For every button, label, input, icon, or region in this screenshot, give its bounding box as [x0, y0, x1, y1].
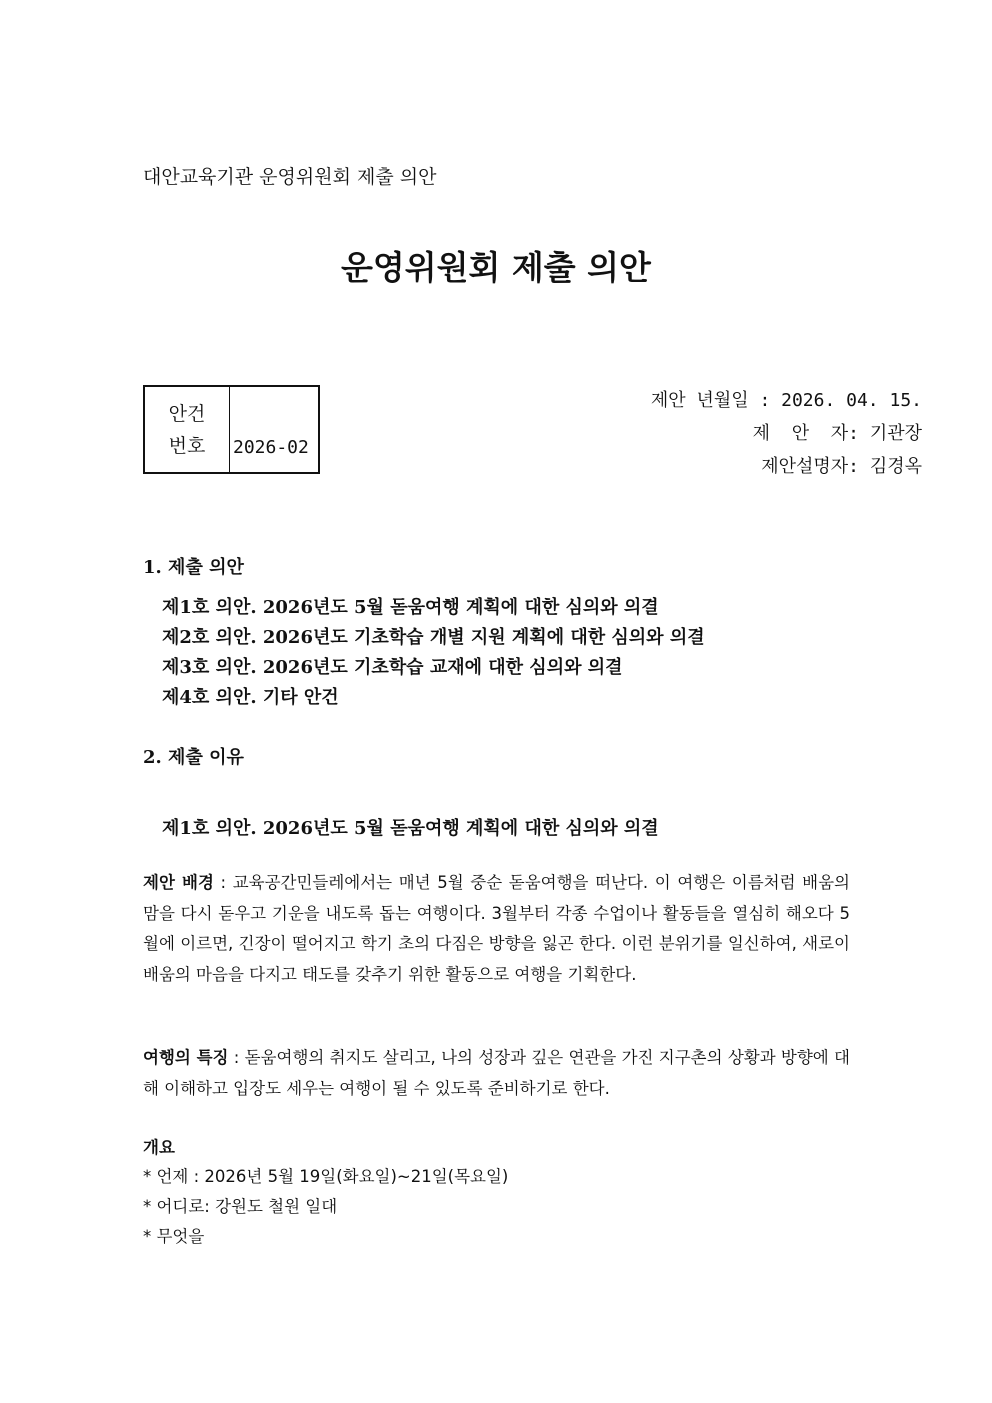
proposal-date: 제안 년월일 : 2026. 04. 15.: [650, 390, 922, 411]
overview-item-where: * 어디로: 강원도 철원 일대: [143, 1197, 338, 1216]
agenda-label-line2: 번호: [168, 434, 206, 457]
overview-item-what: * 무엇을: [143, 1227, 205, 1246]
proposer: 제 안 자: 기관장: [752, 423, 922, 444]
feature-paragraph: [143, 1043, 850, 1104]
overview-item-when: * 언제 : 2026년 5월 19일(화요일)~21일(목요일): [143, 1167, 509, 1186]
agenda-item-3: 제3호 의안. 2026년도 기초학습 교재에 대한 심의와 의결: [162, 657, 623, 678]
feature-label: 여행의 특징: [143, 1048, 229, 1067]
agenda-number-value: 2026-02: [233, 437, 309, 458]
agenda-item-4: 제4호 의안. 기타 안건: [162, 687, 339, 708]
agenda-item-1: 제1호 의안. 2026년도 5월 돋움여행 계획에 대한 심의와 의결: [162, 597, 659, 618]
agenda-item-2: 제2호 의안. 2026년도 기초학습 개별 지원 계획에 대한 심의와 의결: [162, 627, 705, 648]
agenda-number-box: [143, 385, 320, 474]
section2-heading: 2. 제출 이유: [143, 747, 244, 768]
feature-text: : 돋움여행의 취지도 살리고, 나의 성장과 깊은 연관을 가진 지구촌의 상황과 방향에 대해 이해하고 입장도 세우는 여행이 될 수 있도록 준비하기로 한다.: [143, 1048, 850, 1098]
background-label: 제안 배경: [143, 873, 214, 892]
presenter: 제안설명자: 김경옥: [761, 456, 922, 477]
section2-subheading: 제1호 의안. 2026년도 5월 돋움여행 계획에 대한 심의와 의결: [162, 818, 659, 839]
document-title: 운영위원회 제출 의안: [341, 248, 651, 287]
document-header: 대안교육기관 운영위원회 제출 의안: [143, 166, 437, 188]
background-text: : 교육공간민들레에서는 매년 5월 중순 돋움여행을 떠난다. 이 여행은 이름처럼 배움의 맘을 다시 돋우고 기운을 내도록 돕는 여행이다. 3월부터 각종 수업이나 활동들을 열심히 해오다 5월에 이르면, 긴장이 떨어지고 학기 초의 다짐은 방향을 잃곤 한다. 이런 분위기를 일신하여, 새로이 배움의 마음을 다지고 태도를 갖추기 위한 활동으로 여행을 기획한다.: [143, 873, 850, 984]
agenda-number-label: [145, 387, 230, 472]
section1-heading: 1. 제출 의안: [143, 557, 244, 578]
agenda-label-line1: 안건: [168, 402, 206, 425]
overview-heading: 개요: [143, 1138, 175, 1157]
background-paragraph: [143, 868, 850, 990]
